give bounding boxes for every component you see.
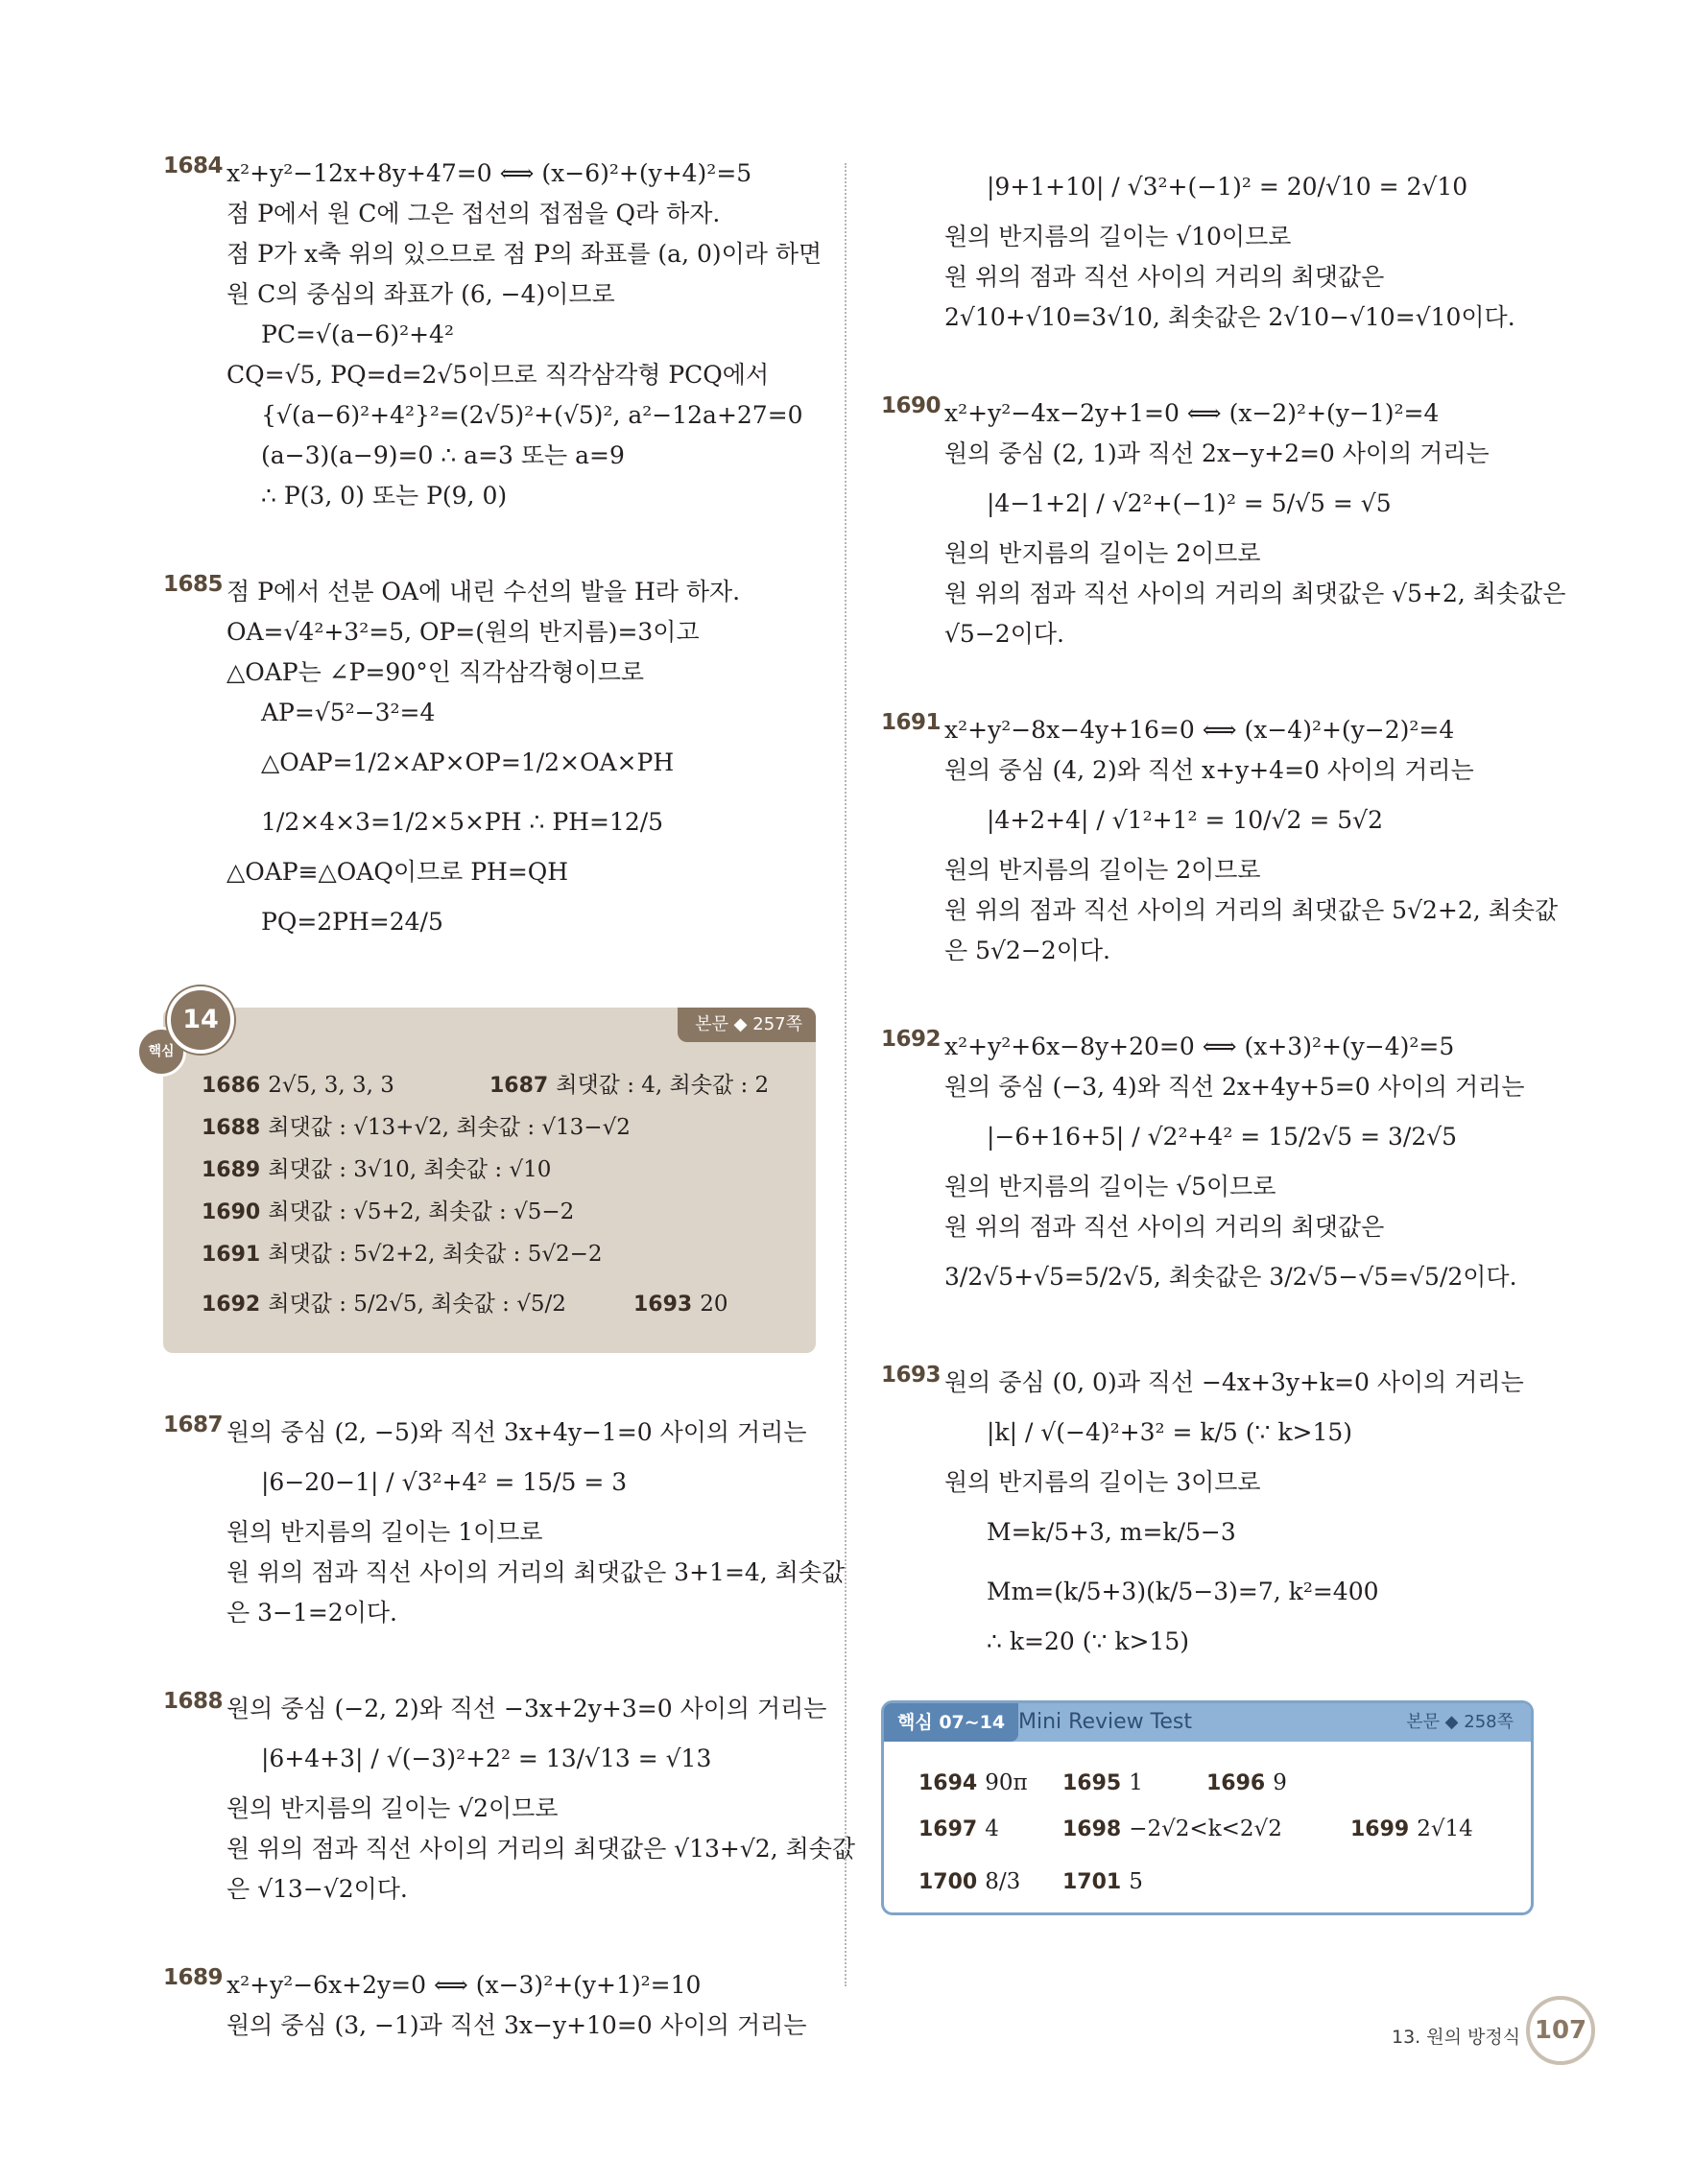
text-line: 원의 중심 (2, 1)과 직선 2x−y+2=0 사이의 거리는 xyxy=(944,439,1490,467)
math-line: x²+y²−12x+8y+47=0 ⟺ (x−6)²+(y+4)²=5 xyxy=(227,159,752,187)
math-line: |6+4+3| / √(−3)²+2² = 13/√13 = √13 xyxy=(261,1745,712,1772)
answer-number: 1701 xyxy=(1062,1870,1122,1894)
math-line: |4−1+2| / √2²+(−1)² = 5/√5 = √5 xyxy=(987,489,1392,517)
text-line: √5−2이다. xyxy=(944,620,1064,648)
math-line: (a−3)(a−9)=0 ∴ a=3 또는 a=9 xyxy=(261,441,625,469)
review-header xyxy=(884,1703,1531,1742)
answer-number: 1686 xyxy=(202,1074,261,1098)
math-line: |−6+16+5| / √2²+4² = 15/2√5 = 3/2√5 xyxy=(987,1123,1458,1151)
math-line: x²+y²+6x−8y+20=0 ⟺ (x+3)²+(y−4)²=5 xyxy=(944,1033,1455,1060)
text-line: 원 C의 중심의 좌표가 (6, −4)이므로 xyxy=(227,280,615,308)
answer-number: 1691 xyxy=(202,1243,261,1267)
problem-1689-continued xyxy=(881,157,1534,338)
text-line: 원의 중심 (3, −1)과 직선 3x−y+10=0 사이의 거리는 xyxy=(227,2011,807,2039)
math-line: |k| / √(−4)²+3² = k/5 (∵ k>15) xyxy=(987,1418,1353,1446)
answer-value: 5 xyxy=(1129,1869,1143,1894)
answer-value: −2√2<k<2√2 xyxy=(1129,1816,1282,1841)
answer-value: 4 xyxy=(985,1816,999,1841)
column-divider xyxy=(845,163,846,1986)
text-line: 원 위의 점과 직선 사이의 거리의 최댓값은 xyxy=(944,263,1385,291)
problem-1690 xyxy=(881,393,1566,654)
chapter-title: 13. 원의 방정식 xyxy=(1392,2027,1521,2048)
math-line: ∴ P(3, 0) 또는 P(9, 0) xyxy=(261,482,508,510)
answer-value: 최댓값 : √5+2, 최솟값 : √5−2 xyxy=(268,1199,575,1224)
summary-badge: 14 xyxy=(167,986,234,1054)
problem-1684 xyxy=(163,154,823,516)
text-line: 점 P에서 선분 OA에 내린 수선의 발을 H라 하자. xyxy=(227,578,741,605)
math-line: |9+1+10| / √3²+(−1)² = 20/√10 = 2√10 xyxy=(987,173,1468,201)
math-line: AP=√5²−3²=4 xyxy=(261,699,436,726)
math-line: 3/2√5+√5=5/2√5, 최솟값은 3/2√5−√5=√5/2이다. xyxy=(944,1263,1517,1291)
answer-value: 최댓값 : 5√2+2, 최솟값 : 5√2−2 xyxy=(268,1242,603,1267)
problem-number: 1691 xyxy=(881,710,942,735)
answer-value: 90π xyxy=(985,1770,1028,1795)
problem-number: 1687 xyxy=(163,1412,224,1437)
answer-number: 1699 xyxy=(1350,1817,1410,1841)
text-line: 원 위의 점과 직선 사이의 거리의 최댓값은 √13+√2, 최솟값 xyxy=(227,1835,856,1863)
text-line: 원 위의 점과 직선 사이의 거리의 최댓값은 3+1=4, 최솟값 xyxy=(227,1558,846,1586)
answer-number: 1700 xyxy=(918,1870,978,1894)
summary-row xyxy=(202,1190,797,1232)
text-line: 원 위의 점과 직선 사이의 거리의 최댓값은 5√2+2, 최솟값 xyxy=(944,896,1559,924)
answer-value: 2√5, 3, 3, 3 xyxy=(268,1073,394,1098)
text-line: 원 위의 점과 직선 사이의 거리의 최댓값은 xyxy=(944,1213,1385,1241)
summary-row xyxy=(202,1232,797,1274)
review-row xyxy=(918,1759,1512,1805)
answer-number: 1692 xyxy=(202,1293,261,1317)
math-line: |4+2+4| / √1²+1² = 10/√2 = 5√2 xyxy=(987,806,1384,834)
answer-number: 1690 xyxy=(202,1200,261,1224)
math-line: ∴ k=20 (∵ k>15) xyxy=(987,1627,1189,1655)
answer-number: 1698 xyxy=(1062,1817,1122,1841)
summary-row xyxy=(202,1274,797,1332)
text-line: 은 3−1=2이다. xyxy=(227,1599,397,1626)
problem-1689 xyxy=(163,1965,816,2046)
math-line: PQ=2PH=24/5 xyxy=(261,908,443,936)
math-line: x²+y²−4x−2y+1=0 ⟺ (x−2)²+(y−1)²=4 xyxy=(944,399,1440,427)
text-line: 원의 중심 (−2, 2)와 직선 −3x+2y+3=0 사이의 거리는 xyxy=(227,1695,827,1722)
answer-value: 20 xyxy=(700,1292,728,1317)
summary-row xyxy=(202,1148,797,1190)
answer-value: 최댓값 : 5/2√5, 최솟값 : √5/2 xyxy=(268,1292,566,1317)
answer-value: 최댓값 : 3√10, 최솟값 : √10 xyxy=(268,1157,552,1182)
text-line: 은 √13−√2이다. xyxy=(227,1875,408,1903)
text-line: 원의 중심 (0, 0)과 직선 −4x+3y+k=0 사이의 거리는 xyxy=(944,1368,1524,1396)
math-line: 2√10+√10=3√10, 최솟값은 2√10−√10=√10이다. xyxy=(944,303,1515,331)
text-line: 점 P가 x축 위의 있으므로 점 P의 좌표를 (a, 0)이라 하면 xyxy=(227,240,823,268)
text-line: 원의 반지름의 길이는 2이므로 xyxy=(944,539,1261,567)
math-line: Mm=(k/5+3)(k/5−3)=7, k²=400 xyxy=(987,1578,1379,1605)
problem-1688 xyxy=(163,1689,856,1910)
math-line: x²+y²−8x−4y+16=0 ⟺ (x−4)²+(y−2)²=4 xyxy=(944,716,1455,744)
right-column xyxy=(881,157,1566,1915)
text-line: △OAP는 ∠P=90°인 직각삼각형이므로 xyxy=(227,658,645,686)
text-line: 원의 반지름의 길이는 3이므로 xyxy=(944,1468,1261,1496)
review-row xyxy=(918,1805,1512,1851)
problem-number: 1692 xyxy=(881,1027,942,1052)
text-line: 원의 반지름의 길이는 1이므로 xyxy=(227,1518,543,1546)
answer-number: 1694 xyxy=(918,1771,978,1795)
text-line: 점 P에서 원 C에 그은 접선의 접점을 Q라 하자. xyxy=(227,200,721,227)
math-line: |6−20−1| / √3²+4² = 15/5 = 3 xyxy=(261,1468,628,1496)
answer-number: 1687 xyxy=(489,1074,549,1098)
text-line: 원의 반지름의 길이는 √10이므로 xyxy=(944,223,1292,250)
math-line: M=k/5+3, m=k/5−3 xyxy=(987,1518,1236,1546)
math-line: {√(a−6)²+4²}²=(2√5)²+(√5)², a²−12a+27=0 xyxy=(261,401,803,429)
text-line: 원 위의 점과 직선 사이의 거리의 최댓값은 √5+2, 최솟값은 xyxy=(944,580,1566,607)
problem-number: 1693 xyxy=(881,1363,942,1388)
answer-number: 1693 xyxy=(633,1293,693,1317)
text-line: 원의 중심 (2, −5)와 직선 3x+4y−1=0 사이의 거리는 xyxy=(227,1418,807,1446)
text-line: 원의 반지름의 길이는 √2이므로 xyxy=(227,1794,559,1822)
text-line: 원의 중심 (4, 2)와 직선 x+y+4=0 사이의 거리는 xyxy=(944,756,1474,784)
answer-value: 1 xyxy=(1129,1770,1143,1795)
problem-1685 xyxy=(163,572,816,952)
review-row xyxy=(918,1851,1512,1911)
summary-tag: 핵심 xyxy=(136,1027,186,1077)
math-line: △OAP=1/2×AP×OP=1/2×OA×PH xyxy=(261,748,675,776)
page-number: 107 xyxy=(1526,1996,1595,2065)
summary-row xyxy=(202,1105,797,1148)
math-line: PC=√(a−6)²+4² xyxy=(261,320,454,348)
text-line: 원의 중심 (−3, 4)와 직선 2x+4y+5=0 사이의 거리는 xyxy=(944,1073,1525,1101)
problem-number: 1685 xyxy=(163,572,224,597)
text-line: CQ=√5, PQ=d=2√5이므로 직각삼각형 PCQ에서 xyxy=(227,361,770,389)
answer-summary-box xyxy=(148,1005,816,1353)
answer-value: 9 xyxy=(1273,1770,1287,1795)
answer-number: 1695 xyxy=(1062,1771,1122,1795)
summary-page-ref: 본문 ◆ 257쪽 xyxy=(678,1008,816,1042)
math-line: x²+y²−6x+2y=0 ⟺ (x−3)²+(y+1)²=10 xyxy=(227,1971,702,1999)
answer-number: 1697 xyxy=(918,1817,978,1841)
answer-number: 1696 xyxy=(1206,1771,1266,1795)
math-line: △OAP≡△OAQ이므로 PH=QH xyxy=(227,858,569,886)
mini-review-box xyxy=(881,1700,1534,1915)
problem-number: 1688 xyxy=(163,1689,224,1714)
answer-value: 최댓값 : 4, 최솟값 : 2 xyxy=(556,1073,770,1098)
math-line: OA=√4²+3²=5, OP=(원의 반지름)=3이고 xyxy=(227,618,700,646)
text-line: 원의 반지름의 길이는 √5이므로 xyxy=(944,1173,1276,1200)
answer-value: 8/3 xyxy=(985,1869,1021,1894)
answer-value: 2√14 xyxy=(1417,1816,1473,1841)
left-column xyxy=(148,154,856,2046)
problem-1687 xyxy=(163,1412,846,1633)
text-line: 은 5√2−2이다. xyxy=(944,937,1110,964)
answer-number: 1688 xyxy=(202,1116,261,1140)
problem-1692 xyxy=(881,1027,1534,1307)
summary-row xyxy=(202,1063,797,1105)
problem-number: 1684 xyxy=(163,154,224,178)
review-page-ref: 본문 ◆ 258쪽 xyxy=(1406,1712,1514,1732)
review-title: Mini Review Test xyxy=(1018,1710,1192,1734)
problem-1691 xyxy=(881,710,1559,971)
problem-number: 1690 xyxy=(881,393,942,418)
review-tag: 핵심 07~14 xyxy=(884,1703,1018,1742)
answer-number: 1689 xyxy=(202,1158,261,1182)
answer-value: 최댓값 : √13+√2, 최솟값 : √13−√2 xyxy=(268,1115,631,1140)
problem-number: 1689 xyxy=(163,1965,224,1990)
text-line: 원의 반지름의 길이는 2이므로 xyxy=(944,856,1261,884)
problem-1693 xyxy=(881,1363,1534,1662)
math-line: 1/2×4×3=1/2×5×PH ∴ PH=12/5 xyxy=(261,808,664,836)
